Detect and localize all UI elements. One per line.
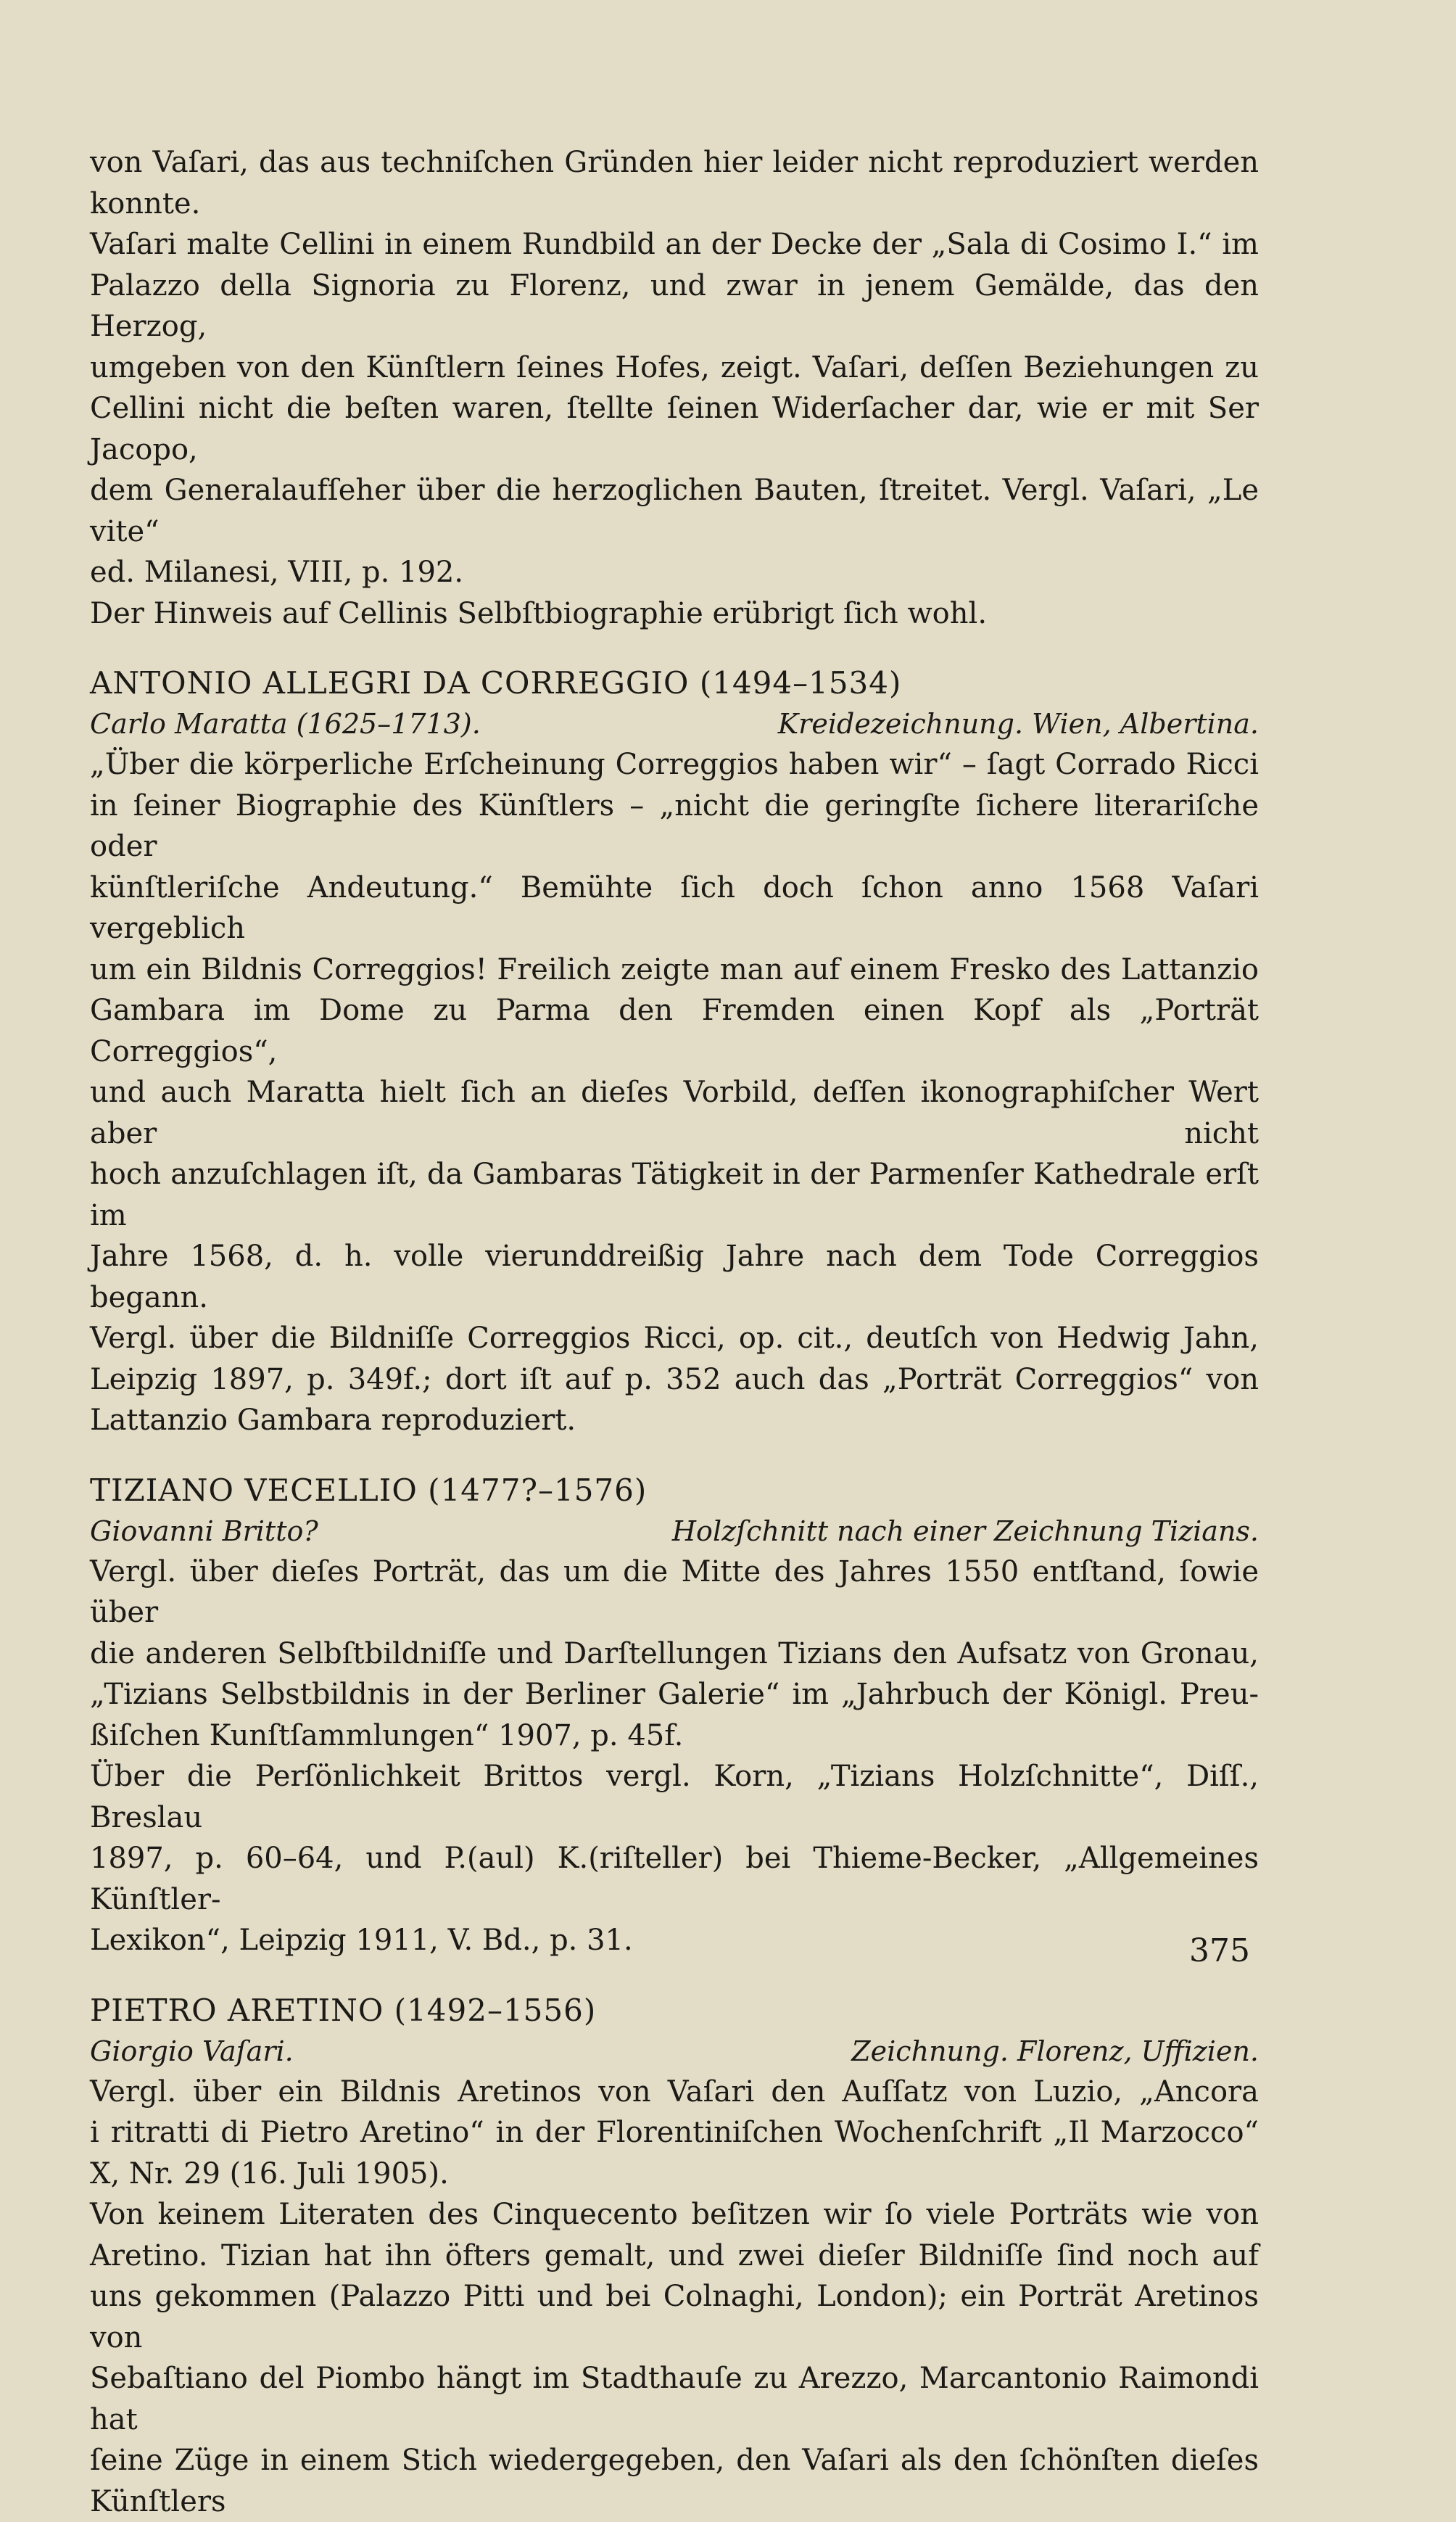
text-line: Von keinem Literaten des Cinquecento beſitzen wir ſo viele Porträts wie von (90, 2194, 1259, 2235)
text-line: Aretino. Tizian hat ihn öfters gemalt, und zwei dieſer Bildniſſe ſind noch auf (90, 2235, 1259, 2277)
attribution-line (90, 1511, 1259, 1551)
page-number: 375 (1189, 1931, 1250, 1971)
section-heading: PIETRO ARETINO (1492–1556) (90, 1990, 1259, 2031)
text-line: die anderen Selbſtbildniſſe und Darſtellungen Tizians den Aufsatz von Gronau, (90, 1633, 1259, 1675)
text-line: Sebaſtiano del Piombo hängt im Stadthauſe zu Arezzo, Marcantonio Raimondi hat (90, 2358, 1259, 2440)
text-line: dem Generalaufſeher über die herzoglichen Bauten, ſtreitet. Vergl. Vaſari, „Le vite“ (90, 470, 1259, 552)
text-line: Vergl. über ein Bildnis Aretinos von Vaſari den Auſſatz von Luzio, „Ancora (90, 2072, 1259, 2113)
text-line: künſtleriſche Andeutung.“ Bemühte ſich doch ſchon anno 1568 Vaſari vergeblich (90, 868, 1259, 949)
text-line: und auch Maratta hielt ſich an dieſes Vorbild, deſſen ikonographiſcher Wert aber nicht (90, 1072, 1259, 1154)
text-line: Leipzig 1897, p. 349f.; dort iſt auf p. 352 auch das „Porträt Correggios“ von (90, 1359, 1259, 1401)
text-line: 1897, p. 60–64, und P.(aul) K.(riſteller) bei Thieme-Becker, „Allgemeines Künſtler- (90, 1838, 1259, 1920)
medium-location: Holzſchnitt nach einer Zeichnung Tizians. (672, 1511, 1259, 1551)
artist-credit: Carlo Maratta (1625–1713). (90, 704, 481, 744)
artist-credit: Giovanni Britto? (90, 1511, 318, 1551)
text-line: Vaſari malte Cellini in einem Rundbild an der Decke der „Sala di Cosimo I.“ im (90, 224, 1259, 265)
text-line: um ein Bildnis Correggios! Freilich zeigte man auf einem Fresko des Lattanzio (90, 949, 1259, 991)
text-line: Über die Perſönlichkeit Brittos vergl. Korn, „Tizians Holzſchnitte“, Diſſ., Breslau (90, 1756, 1259, 1838)
section-heading: TIZIANO VECELLIO (1477?–1576) (90, 1470, 1259, 1511)
text-line: ſeine Züge in einem Stich wiedergegeben, den Vaſari als den ſchönſten dieſes Künſtlers (90, 2440, 1259, 2522)
section-aretino (90, 1990, 1259, 2522)
page-body (90, 142, 1259, 2522)
text-line: ed. Milanesi, VIII, p. 192. (90, 552, 1259, 593)
text-line: Lexikon“, Leipzig 1911, V. Bd., p. 31. (90, 1920, 1259, 1961)
text-line: Jahre 1568, d. h. volle vierunddreißig Jahre nach dem Tode Correggios begann. (90, 1236, 1259, 1318)
text-line: Vergl. über dieſes Porträt, das um die Mitte des Jahres 1550 entſtand, ſowie über (90, 1551, 1259, 1633)
attribution-line (90, 2031, 1259, 2072)
text-line: Cellini nicht die beſten waren, ſtellte ſeinen Widerſacher dar, wie er mit Ser Jacopo, (90, 388, 1259, 470)
text-line: in ſeiner Biographie des Künſtlers – „nicht die geringſte ſichere literariſche oder (90, 786, 1259, 868)
text-line: uns gekommen (Palazzo Pitti und bei Colnaghi, London); ein Porträt Aretinos von (90, 2276, 1259, 2358)
text-line: Palazzo della Signoria zu Florenz, und zwar in jenem Gemälde, das den Herzog, (90, 265, 1259, 347)
text-line: Vergl. über die Bildniſſe Correggios Ricci, op. cit., deutſch von Hedwig Jahn, (90, 1318, 1259, 1359)
section-heading: ANTONIO ALLEGRI DA CORREGGIO (1494–1534) (90, 663, 1259, 704)
text-line: von Vaſari, das aus techniſchen Gründen hier leider nicht reproduziert werden konnte. (90, 142, 1259, 224)
medium-location: Kreidezeichnung. Wien, Albertina. (778, 704, 1259, 744)
artist-credit: Giorgio Vaſari. (90, 2031, 294, 2072)
text-line: Der Hinweis auf Cellinis Selbſtbiographie erübrigt ſich wohl. (90, 593, 1259, 635)
text-line: „Über die körperliche Erſcheinung Correggios haben wir“ – ſagt Corrado Ricci (90, 744, 1259, 786)
text-line: „Tizians Selbstbildnis in der Berliner Galerie“ im „Jahrbuch der Königl. Preu- (90, 1674, 1259, 1715)
intro-paragraph (90, 142, 1259, 634)
text-line: umgeben von den Künſtlern ſeines Hofes, zeigt. Vaſari, deſſen Beziehungen zu (90, 347, 1259, 389)
section-tiziano (90, 1470, 1259, 1961)
medium-location: Zeichnung. Florenz, Uffizien. (851, 2031, 1259, 2072)
attribution-line (90, 704, 1259, 744)
text-line: Gambara im Dome zu Parma den Fremden einen Kopf als „Porträt Correggios“, (90, 990, 1259, 1072)
text-line: X, Nr. 29 (16. Juli 1905). (90, 2154, 1259, 2195)
text-line: Lattanzio Gambara reproduziert. (90, 1400, 1259, 1441)
text-line: hoch anzuſchlagen iſt, da Gambaras Tätigkeit in der Parmenſer Kathedrale erſt im (90, 1154, 1259, 1236)
text-line: i ritratti di Pietro Aretino“ in der Florentiniſchen Wochenſchrift „Il Marzocco“ (90, 2112, 1259, 2154)
section-correggio (90, 663, 1259, 1441)
text-line: ßiſchen Kunſtſammlungen“ 1907, p. 45f. (90, 1715, 1259, 1757)
